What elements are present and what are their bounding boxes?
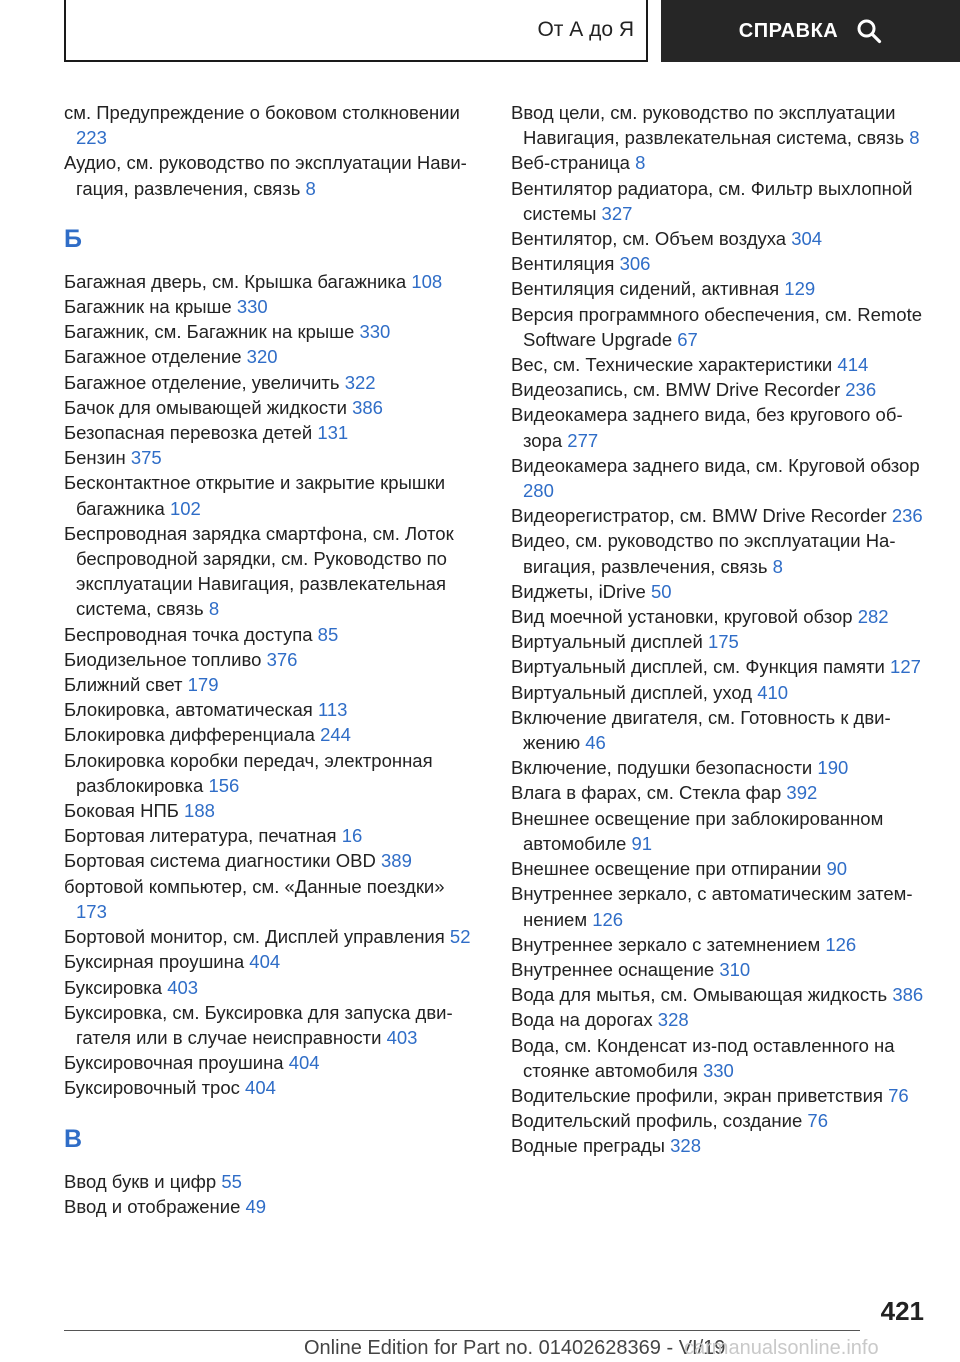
- index-entry: [64, 874, 474, 924]
- index-entry-text: Багажное отделение, увеличить: [64, 371, 340, 393]
- index-entry-text: Видео, см. руководство по эксплуатации Навигация, развлечения, связь: [511, 530, 896, 577]
- page-link[interactable]: 113: [317, 699, 348, 721]
- index-entry: [64, 521, 474, 622]
- page-link[interactable]: 8: [305, 177, 316, 199]
- page-link[interactable]: 389: [381, 850, 412, 872]
- index-entry: [511, 604, 931, 629]
- index-entry-text: Бортовая литература, печатная: [64, 825, 337, 847]
- section-title: От А до Я: [537, 18, 634, 41]
- index-entry: [511, 100, 931, 150]
- index-entry: [511, 251, 931, 276]
- page-link[interactable]: 67: [677, 328, 698, 350]
- index-entry-text: Виджеты, iDrive: [511, 580, 646, 602]
- index-entry: [511, 957, 931, 982]
- index-letter-heading: В: [64, 1124, 83, 1153]
- index-entry: [511, 1133, 931, 1158]
- page-link[interactable]: 330: [236, 296, 268, 318]
- page-link[interactable]: 403: [386, 1026, 418, 1048]
- index-entry: [64, 370, 474, 395]
- index-entry-text: Ввод цели, см. руководство по эксплуатации Навигация, развлекательная система, связь: [511, 102, 905, 149]
- page-link[interactable]: 49: [245, 1195, 267, 1217]
- index-entry-text: Бесконтактное открытие и закрытие крышки багажника: [64, 472, 446, 519]
- index-entry-text: Блокировка коробки передач, электронная разблокировка: [64, 749, 433, 796]
- index-entry-text: Включение, подушки безопасности: [511, 757, 813, 779]
- index-entry: [511, 806, 931, 856]
- page-link[interactable]: 156: [208, 774, 240, 796]
- section-tab[interactable]: [64, 0, 648, 62]
- index-entry: [64, 100, 474, 150]
- index-entry-text: Водительский профиль, создание: [511, 1110, 803, 1132]
- page-link[interactable]: 175: [707, 631, 739, 653]
- index-entry-text: Влага в фарах, см. Стекла фар: [511, 782, 782, 804]
- index-entry-text: Буксировка: [64, 976, 163, 998]
- index-entry-text: Вода для мытья, см. Омывающая жидкость: [511, 984, 888, 1006]
- page-link[interactable]: 386: [352, 396, 383, 418]
- index-entry-text: Бензин: [64, 447, 126, 469]
- index-entry-text: Вода, см. Конденсат из-под оставленного на стоянке автомобиля: [511, 1034, 895, 1081]
- index-entry-text: Боковая НПБ: [64, 800, 179, 822]
- index-entry-text: Видеорегистратор, см. BMW Drive Recorder: [511, 505, 887, 527]
- index-entry: [64, 150, 474, 200]
- page-link[interactable]: 91: [631, 832, 653, 854]
- index-entry: [64, 319, 474, 344]
- index-entry: [64, 1050, 474, 1075]
- page-link[interactable]: 236: [845, 379, 877, 401]
- index-entry: [511, 680, 931, 705]
- index-entry: [511, 226, 931, 251]
- index-entry: [64, 848, 474, 873]
- index-entry-text: Багажное отделение: [64, 346, 242, 368]
- index-entry: [511, 654, 931, 679]
- index-entry-text: см. Предупреждение о боковом столкновении: [64, 102, 460, 123]
- page-link[interactable]: 50: [651, 580, 672, 602]
- index-entry: [511, 302, 931, 352]
- page-link[interactable]: 410: [757, 681, 789, 703]
- page-link[interactable]: 386: [892, 984, 924, 1006]
- index-entry: [511, 176, 931, 226]
- footer: [0, 1334, 960, 1362]
- index-entry: [511, 1033, 931, 1083]
- index-entry-text: Вентилятор радиатора, см. Фильтр выхлопной системы: [511, 177, 913, 224]
- index-entry: [64, 1075, 474, 1100]
- page-link[interactable]: 131: [317, 422, 349, 444]
- page-link[interactable]: 8: [635, 152, 646, 174]
- index-entry: [511, 755, 931, 780]
- page-link[interactable]: 328: [670, 1135, 701, 1157]
- page-number: 421: [880, 1296, 924, 1326]
- index-entry: [511, 528, 931, 578]
- page-link[interactable]: 126: [825, 933, 857, 955]
- index-entry-text: Буксирная проушина: [64, 951, 245, 973]
- index-entry-text: Вес, см. Технические характеристики: [511, 354, 833, 376]
- index-entry: [64, 798, 474, 823]
- index-entry: [64, 823, 474, 848]
- index-entry-text: Ввод и отображение: [64, 1195, 241, 1217]
- page-link[interactable]: 322: [344, 371, 376, 393]
- index-entry-text: Багажная дверь, см. Крышка багажника: [64, 270, 407, 292]
- index-entry-text: Водительские профили, экран приветствия: [511, 1084, 883, 1106]
- index-entry-text: Беспроводная зарядка смартфона, см. Лоток беспроводной зарядки, см. Руководство по эксплуатации Навигация, развлекательная система, связь: [64, 522, 454, 620]
- index-entry-text: Вентиляция: [511, 253, 615, 275]
- page-link[interactable]: 52: [449, 926, 471, 948]
- page-link[interactable]: 8: [772, 555, 783, 577]
- page-link[interactable]: 108: [411, 270, 443, 292]
- index-entry: [511, 377, 931, 402]
- page-link[interactable]: 190: [817, 757, 849, 779]
- page-link[interactable]: 8: [909, 127, 920, 149]
- index-entry: [511, 352, 931, 377]
- edition-text: Online Edition for Part no. 01402628369 - VI/19: [304, 1336, 726, 1359]
- page-link[interactable]: 327: [601, 202, 633, 224]
- page-link[interactable]: 126: [592, 908, 624, 930]
- footer-divider: [64, 1330, 860, 1331]
- index-entry-text: Внутреннее зеркало, с автоматическим затемнением: [511, 883, 913, 930]
- index-entry: [511, 1108, 931, 1133]
- page-link[interactable]: 320: [246, 346, 278, 368]
- index-entry-text: Внешнее освещение при заблокированном автомобиле: [511, 807, 884, 854]
- index-entry: [511, 1007, 931, 1032]
- page-link[interactable]: 76: [807, 1110, 828, 1132]
- index-entry: [511, 982, 931, 1007]
- page-link[interactable]: 236: [891, 505, 923, 527]
- index-entry: [64, 748, 474, 798]
- index-entry: [511, 1083, 931, 1108]
- index-letter-heading: Б: [64, 224, 82, 253]
- index-entry: [64, 924, 474, 949]
- index-entry-text: Видеокамера заднего вида, см. Круговой обзор: [511, 454, 920, 476]
- index-entry-text: Внешнее освещение при отпирании: [511, 858, 822, 880]
- page-link[interactable]: 414: [837, 354, 869, 376]
- index-entry-text: Версия программного обеспечения, см. Remote Software Upgrade: [511, 303, 923, 350]
- index-entry: [64, 470, 474, 520]
- index-entry-text: Видеокамера заднего вида, без кругового обзора: [511, 404, 903, 451]
- index-entry: [64, 344, 474, 369]
- index-entry-text: Биодизельное топливо: [64, 648, 262, 670]
- page-link[interactable]: 127: [890, 656, 921, 678]
- index-entry: [64, 269, 474, 294]
- index-entry-text: Ближний свет: [64, 674, 183, 696]
- index-entry: [511, 150, 931, 175]
- page-link[interactable]: 404: [249, 951, 281, 973]
- page-link[interactable]: 282: [857, 606, 889, 628]
- index-entry-text: Вентилятор, см. Объем воздуха: [511, 228, 787, 250]
- index-entry-text: Веб-страница: [511, 152, 630, 174]
- page-link[interactable]: 8: [208, 598, 220, 620]
- index-entry: [64, 1000, 474, 1050]
- page-link[interactable]: 375: [130, 447, 162, 469]
- index-entry-text: Багажник на крыше: [64, 296, 232, 318]
- page-link[interactable]: 46: [585, 732, 606, 754]
- index-entry: [64, 647, 474, 672]
- index-entry-text: Буксировочная проушина: [64, 1052, 284, 1074]
- index-entry: [511, 579, 931, 604]
- index-entry: [64, 622, 474, 647]
- index-entry: [64, 420, 474, 445]
- help-label: СПРАВКА: [738, 19, 839, 42]
- index-entry: [511, 276, 931, 301]
- index-entry-text: Блокировка дифференциала: [64, 724, 315, 746]
- index-entry: [511, 780, 931, 805]
- page-link[interactable]: 376: [266, 648, 298, 670]
- index-entry: [511, 856, 931, 881]
- index-entry: [64, 949, 474, 974]
- index-entry-text: Аудио, см. руководство по эксплуатации Навигация, развлечения, связь: [64, 152, 467, 199]
- index-column-left: [64, 100, 474, 1219]
- index-entry: [511, 402, 931, 452]
- index-entry-text: Бортовая система диагностики OBD: [64, 850, 376, 872]
- index-entry-text: Беспроводная точка доступа: [64, 623, 313, 645]
- index-entry: [64, 975, 474, 1000]
- index-entry-text: Безопасная перевозка детей: [64, 422, 313, 444]
- page-link[interactable]: 280: [523, 480, 554, 502]
- index-entry-text: Бачок для омывающей жидкости: [64, 396, 347, 418]
- page-link[interactable]: 330: [702, 1059, 734, 1081]
- index-entry-text: Виртуальный дисплей, уход: [511, 681, 753, 703]
- index-entry-text: Включение двигателя, см. Готовность к движению: [511, 706, 891, 754]
- page-link[interactable]: 188: [184, 800, 215, 822]
- help-button[interactable]: [661, 0, 960, 62]
- index-entry: [64, 1194, 474, 1219]
- index-entry-text: Видеозапись, см. BMW Drive Recorder: [511, 379, 841, 401]
- index-entry: [64, 1169, 474, 1194]
- index-entry: [511, 705, 931, 755]
- page-link[interactable]: 304: [791, 228, 823, 250]
- index-entry-text: Буксировка, см. Буксировка для запуска двигателя или в случае неисправности: [64, 1001, 453, 1048]
- index-entry-text: Внутреннее зеркало с затемнением: [511, 933, 821, 955]
- index-entry: [511, 503, 931, 528]
- index-entry: [64, 672, 474, 697]
- watermark: carmanualsonline.info: [684, 1336, 879, 1359]
- page-link[interactable]: 306: [619, 253, 651, 275]
- page-link[interactable]: 179: [187, 674, 219, 696]
- index-entry: [64, 722, 474, 747]
- index-entry-text: Блокировка, автоматическая: [64, 699, 313, 721]
- index-entry-text: Бортовой монитор, см. Дисплей управления: [64, 926, 445, 948]
- page-link[interactable]: 16: [341, 825, 363, 847]
- page-link[interactable]: 76: [888, 1084, 909, 1106]
- page-link[interactable]: 404: [245, 1077, 276, 1099]
- page-link[interactable]: 244: [320, 724, 351, 746]
- page-link[interactable]: 90: [826, 858, 848, 880]
- index-entry: [511, 881, 931, 931]
- index-entry-text: Водные преграды: [511, 1135, 665, 1157]
- index-entry: [64, 294, 474, 319]
- index-entry-text: Вид моечной установки, круговой обзор: [511, 606, 853, 628]
- page-link[interactable]: 328: [657, 1009, 689, 1031]
- index-entry: [511, 629, 931, 654]
- page-link[interactable]: 330: [359, 321, 391, 343]
- page-link[interactable]: 392: [786, 782, 818, 804]
- page-link[interactable]: 404: [288, 1052, 320, 1074]
- index-entry: [64, 445, 474, 470]
- index-entry: [64, 697, 474, 722]
- search-icon: [856, 18, 882, 44]
- page-link[interactable]: 129: [784, 278, 816, 300]
- index-column-right: [511, 100, 931, 1159]
- page-link[interactable]: 223: [76, 127, 107, 149]
- index-entry: [511, 453, 931, 503]
- index-entry-text: Буксировочный трос: [64, 1077, 240, 1099]
- index-entry: [511, 932, 931, 957]
- index-entry-text: бортовой компьютер, см. «Данные поездки»: [64, 875, 445, 897]
- page-link[interactable]: 55: [221, 1170, 242, 1192]
- page-link[interactable]: 403: [167, 976, 199, 998]
- index-entry-text: Ввод букв и цифр: [64, 1170, 217, 1192]
- index-entry-text: Вода на дорогах: [511, 1009, 653, 1031]
- page-link[interactable]: 277: [567, 429, 599, 451]
- index-entry-text: Виртуальный дисплей: [511, 631, 703, 653]
- page-link[interactable]: 102: [169, 497, 201, 519]
- index-entry-text: Багажник, см. Багажник на крыше: [64, 321, 355, 343]
- page-link[interactable]: 173: [76, 900, 107, 922]
- page-link[interactable]: 85: [317, 623, 339, 645]
- index-entry: [64, 395, 474, 420]
- index-entry-text: Виртуальный дисплей, см. Функция памяти: [511, 656, 885, 678]
- page-link[interactable]: 310: [719, 958, 751, 980]
- index-entry-text: Вентиляция сидений, активная: [511, 278, 780, 300]
- index-entry-text: Внутреннее оснащение: [511, 958, 715, 980]
